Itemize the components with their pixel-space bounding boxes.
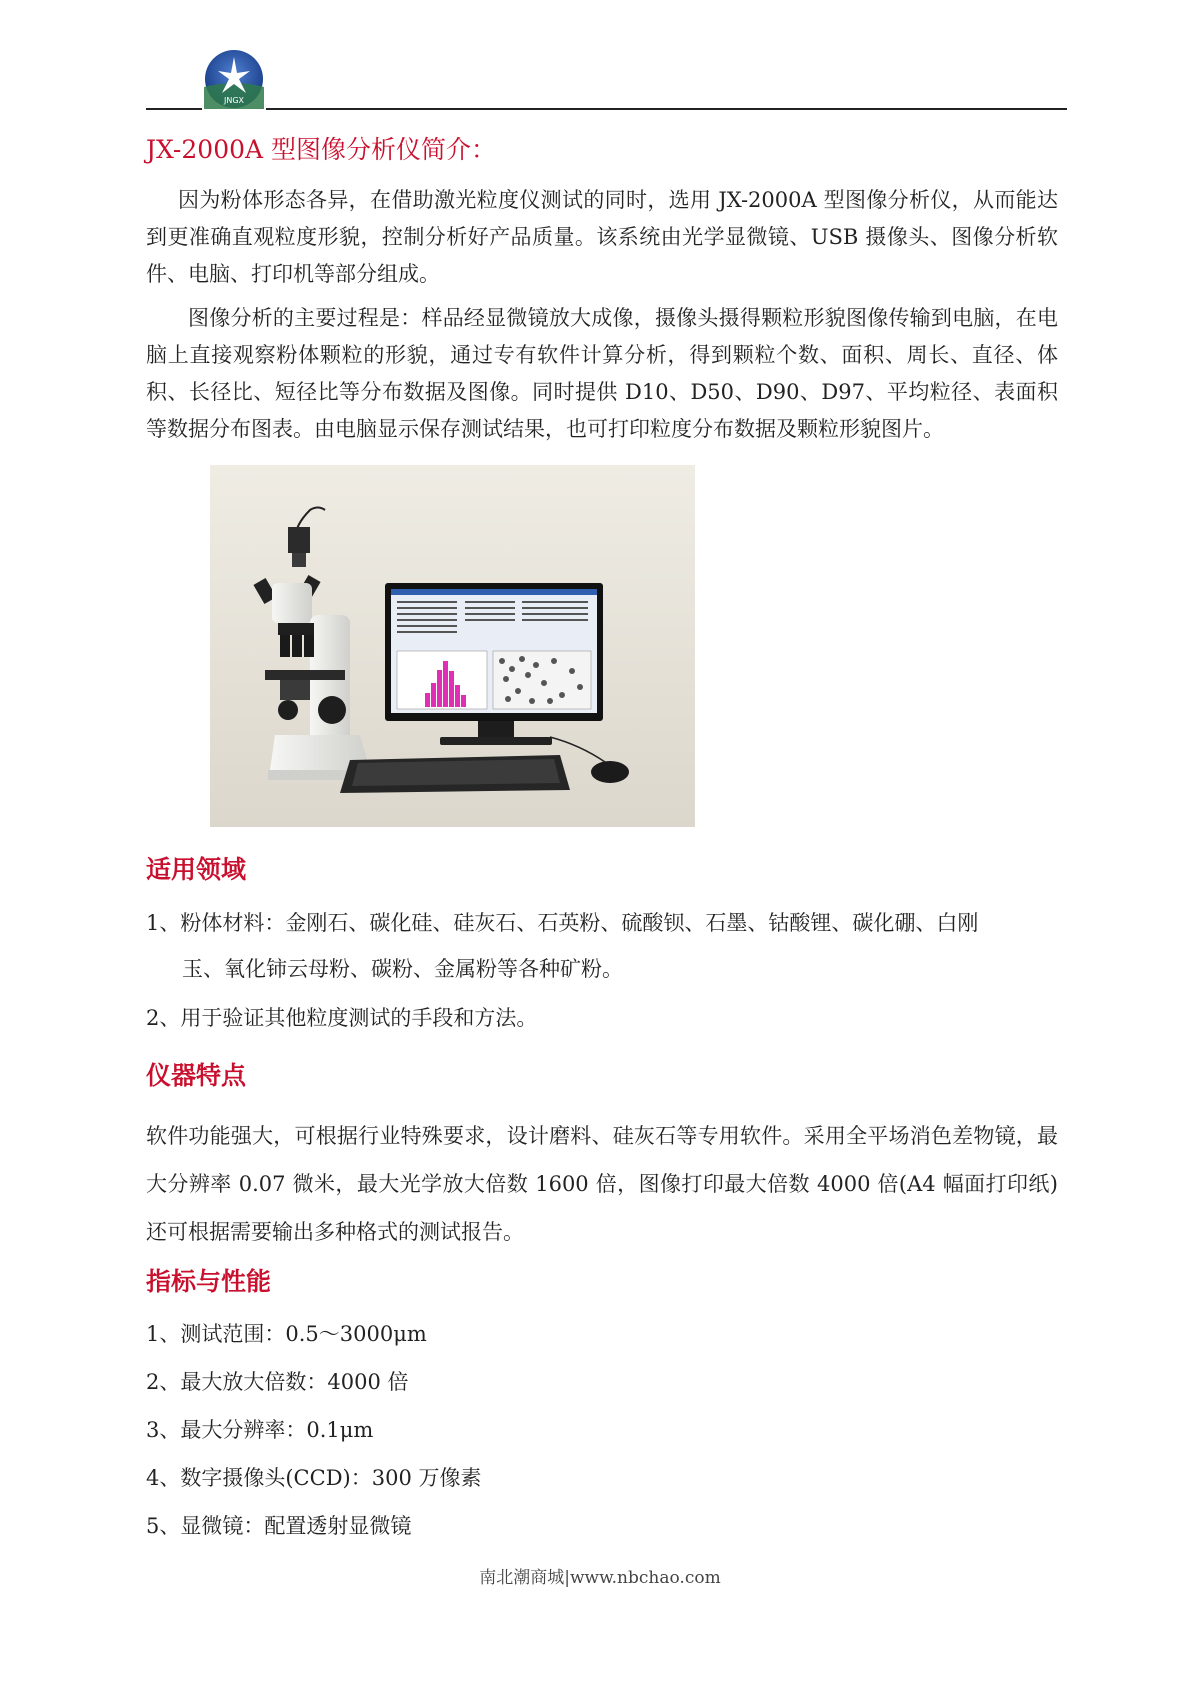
spec-item-camera: 4、数字摄像头(CCD)：300 万像素 — [146, 1466, 482, 1490]
spec-item-range: 1、测试范围：0.5～3000μm — [146, 1322, 427, 1346]
header-rule-left — [146, 108, 202, 110]
applications-item-1-line-2: 玉、氧化铈云母粉、碳粉、金属粉等各种矿粉。 — [182, 957, 623, 981]
features-heading: 仪器特点 — [146, 1061, 247, 1090]
spec-item-magnification: 2、最大放大倍数：4000 倍 — [146, 1370, 409, 1394]
intro-paragraph-2: 图像分析的主要过程是：样品经显微镜放大成像，摄像头摄得颗粒形貌图像传输到电脑，在电脑上直接观察粉体颗粒的形貌，通过专有软件计算分析，得到颗粒个数、面积、周长、直径、体积、长径比、短径比等分布数据及图像。同时提供 D10、D50、D90、D97、平均粒径、表面积等数据分布图表。由电脑显示保存测试结果，也可打印粒度分布数据及颗粒形貌图片。 — [146, 306, 1058, 441]
monitor-illustration — [385, 583, 603, 745]
intro-paragraph-1: 因为粉体形态各异，在借助激光粒度仪测试的同时，选用 JX-2000A 型图像分析仪，从而能达到更准确直观粒度形貌，控制分析好产品质量。该系统由光学显微镜、USB 摄像头、图像分析软件、电脑、打印机等部分组成。 — [146, 188, 1058, 286]
applications-item-1-line-1: 1、粉体材料：金刚石、碳化硅、硅灰石、石英粉、硫酸钡、石墨、钴酸锂、碳化硼、白刚 — [146, 911, 979, 935]
header-rule-right — [266, 108, 1067, 110]
spec-item-resolution: 3、最大分辨率：0.1μm — [146, 1418, 374, 1442]
applications-heading: 适用领域 — [146, 855, 247, 884]
mouse-illustration — [591, 761, 629, 783]
applications-item-2: 2、用于验证其他粒度测试的手段和方法。 — [146, 1006, 538, 1030]
page-title: JX-2000A 型图像分析仪简介： — [146, 135, 497, 164]
company-logo — [204, 49, 264, 109]
specs-heading: 指标与性能 — [146, 1267, 272, 1296]
keyboard-illustration — [340, 755, 570, 793]
features-paragraph: 软件功能强大，可根据行业特殊要求，设计磨料、硅灰石等专用软件。采用全平场消色差物镜，最大分辨率 0.07 微米，最大光学放大倍数 1600 倍，图像打印最大倍数 4000 倍(A4 幅面打印纸) 还可根据需要输出多种格式的测试报告。 — [146, 1124, 1058, 1244]
product-photo — [210, 465, 695, 827]
logo-text: JNGX — [223, 96, 245, 105]
spec-item-microscope: 5、显微镜：配置透射显微镜 — [146, 1514, 412, 1538]
page-footer: 南北潮商城|www.nbchao.com — [479, 1568, 721, 1588]
